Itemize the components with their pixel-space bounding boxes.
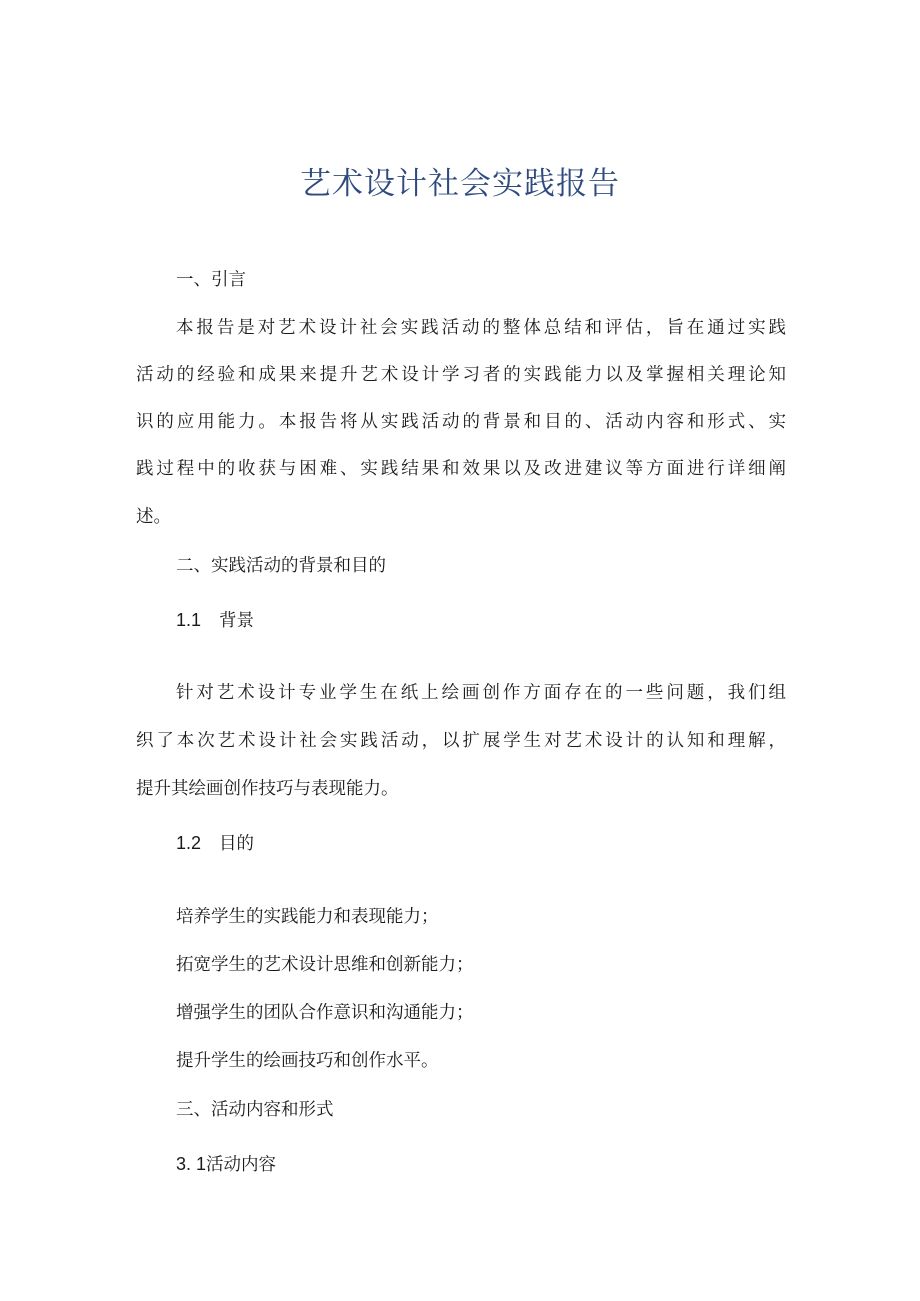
- intro-paragraph-line: 本报告是对艺术设计社会实践活动的整体总结和评估，旨在通过实践: [176, 318, 786, 338]
- subsection-label: 目的: [219, 834, 255, 854]
- goal-item: 提升学生的绘画技巧和创作水平。: [176, 1051, 439, 1071]
- section-heading-activity-content: 三、活动内容和形式: [176, 1100, 334, 1120]
- subsection-heading-background: [176, 605, 826, 636]
- background-paragraph-line: 提升其绘画创作技巧与表现能力。: [136, 779, 399, 799]
- section-heading-background-purpose: 二、实践活动的背景和目的: [176, 556, 386, 576]
- subsection-heading-purpose: [176, 828, 826, 859]
- intro-paragraph-line: 践过程中的收获与困难、实践结果和效果以及改进建议等方面进行详细阐: [136, 459, 786, 479]
- goal-item: 拓宽学生的艺术设计思维和创新能力；: [176, 955, 474, 975]
- subsection-label: 活动内容: [206, 1155, 277, 1175]
- subsection-number: 1.1: [176, 610, 202, 630]
- goal-item: 增强学生的团队合作意识和沟通能力；: [176, 1003, 474, 1023]
- subsection-number: 1.2: [176, 833, 202, 853]
- subsection-label: 背景: [219, 611, 255, 631]
- goal-item: 培养学生的实践能力和表现能力；: [176, 907, 439, 927]
- section-heading-introduction: 一、引言: [176, 270, 246, 290]
- intro-paragraph-line: 述。: [136, 507, 171, 527]
- subsection-heading-activity-content: [176, 1149, 826, 1180]
- intro-paragraph-line: 识的应用能力。本报告将从实践活动的背景和目的、活动内容和形式、实: [136, 412, 786, 432]
- background-paragraph-line: 针对艺术设计专业学生在纸上绘画创作方面存在的一些问题，我们组: [176, 683, 786, 703]
- background-paragraph-line: 织了本次艺术设计社会实践活动，以扩展学生对艺术设计的认知和理解，: [136, 731, 786, 751]
- subsection-number: 3. 1: [176, 1154, 207, 1174]
- intro-paragraph-line: 活动的经验和成果来提升艺术设计学习者的实践能力以及掌握相关理论知: [136, 365, 786, 385]
- page-title: 艺术设计社会实践报告: [300, 166, 620, 202]
